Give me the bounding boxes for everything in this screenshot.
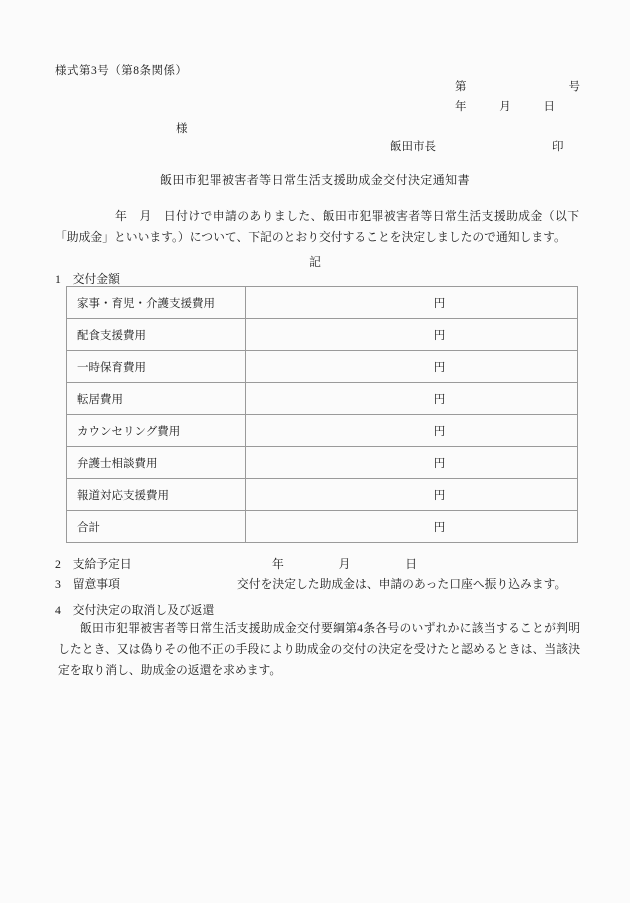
grant-amount-table-body [67, 287, 578, 543]
section-2-label: 2 支給予定日 [55, 557, 132, 571]
issue-date-year: 年 [455, 101, 467, 113]
expense-category-label: 転居費用 [67, 383, 246, 415]
document-number-line [455, 78, 580, 94]
body-paragraph: 年 月 日付けで申請のありました、飯田市犯罪被害者等日常生活支援助成金（以下「助成金」といいます。）について、下記のとおり交付することを決定しましたので通知します。 [55, 209, 579, 244]
section-1-label: 1 交付金額 [55, 272, 120, 286]
issue-date-line [455, 98, 555, 114]
currency-unit: 円 [433, 361, 446, 374]
currency-unit: 円 [433, 521, 446, 534]
expense-category-label: 合計 [67, 511, 246, 543]
expense-amount-cell[interactable] [246, 383, 578, 415]
expense-amount-cell[interactable] [246, 319, 578, 351]
grant-amount-table [66, 286, 578, 543]
form-number: 様式第3号（第8条関係） [55, 65, 188, 77]
expense-amount-cell[interactable] [246, 479, 578, 511]
issue-date-day: 日 [543, 101, 555, 113]
expense-category-label: 報道対応支援費用 [67, 479, 246, 511]
expense-amount-cell[interactable] [246, 351, 578, 383]
currency-unit: 円 [433, 329, 446, 342]
payment-date-day: 日 [405, 557, 417, 571]
table-row [67, 287, 578, 319]
section-3-label: 3 留意事項 [55, 577, 120, 591]
table-row [67, 511, 578, 543]
addressee-honorific: 様 [176, 123, 188, 135]
expense-amount-cell[interactable] [246, 511, 578, 543]
payment-date-line [272, 555, 417, 572]
table-row [67, 383, 578, 415]
issuer-name: 飯田市長 [390, 141, 436, 153]
currency-unit: 円 [433, 297, 446, 310]
expense-amount-cell[interactable] [246, 415, 578, 447]
page-title: 飯田市犯罪被害者等日常生活支援助成金交付決定通知書 [159, 173, 470, 187]
seal-mark: 印 [552, 141, 564, 153]
expense-category-label: カウンセリング費用 [67, 415, 246, 447]
currency-unit: 円 [433, 425, 446, 438]
section-3-text: 交付を決定した助成金は、申請のあった口座へ振り込みます。 [237, 577, 567, 591]
currency-unit: 円 [433, 393, 446, 406]
document-number-label: 第 [455, 81, 467, 93]
table-row [67, 447, 578, 479]
payment-date-year: 年 [272, 557, 284, 571]
expense-category-label: 弁護士相談費用 [67, 447, 246, 479]
issue-date-month: 月 [499, 101, 511, 113]
table-row [67, 351, 578, 383]
currency-unit: 円 [433, 457, 446, 470]
expense-category-label: 一時保育費用 [67, 351, 246, 383]
document-number-suffix: 号 [568, 81, 580, 93]
table-row [67, 415, 578, 447]
section-4-body: 飯田市犯罪被害者等日常生活支援助成金交付要綱第4条各号のいずれかに該当することが判明したとき、又は偽りその他不正の手段により助成金の交付の決定を受けたと認めるときは、当該決定を取り消し、助成金の返還を求めます。 [58, 621, 580, 677]
expense-category-label: 配食支援費用 [67, 319, 246, 351]
section-4-label: 4 交付決定の取消し及び返還 [55, 603, 215, 617]
table-row [67, 479, 578, 511]
payment-date-month: 月 [338, 557, 351, 571]
table-row [67, 319, 578, 351]
currency-unit: 円 [433, 489, 446, 502]
ki-mark: 記 [309, 255, 321, 269]
expense-category-label: 家事・育児・介護支援費用 [67, 287, 246, 319]
expense-amount-cell[interactable] [246, 287, 578, 319]
expense-amount-cell[interactable] [246, 447, 578, 479]
